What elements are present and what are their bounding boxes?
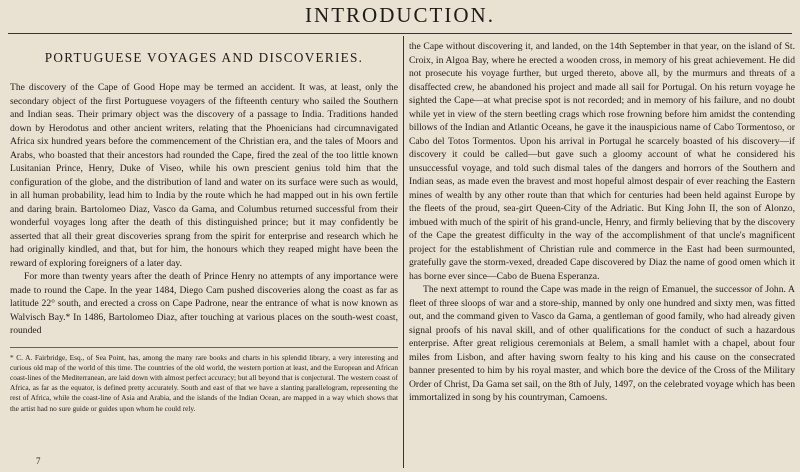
footnote-rule bbox=[10, 347, 398, 348]
right-paragraph-1: the Cape without discovering it, and landed, on the 14th September in that year, on the island of St. Croix, in Algoa Bay, where he erected a wooden cross, in memory of his great achievement. He did not prosecute his voyage further, but urged thereto, above all, by the murmurs and threats of a disaffected crew, he abandoned his project and made all sail for Portugal. On his return voyage he sighted the Cape—at what precise spot is not recorded; and in memory of his failure, and no doubt while yet in view of the stern beetling crags which rose frowning before him amidst the contending billows of the Indian and Atlantic Oceans, he gave it the inauspicious name of Cabo Tormentoso, or Cabo del Totos Tormentos. Upon his arrival in Portugal he scarcely boasted of his discovery—if discovery it could be called—but gave such a gloomy account of what he considered his unsuccessful voyage, and told such dismal tales of the dangers and horrors of the Southern and Indian seas, as made even the bravest and most hopeful almost despair of ever reaching the Eastern mines of wealth by any other route than that which for centuries had been held against Europe by the fleets of the proud, sea-girt Queen-City of the Adriatic. But King John II, the son of Alonzo, imbued with much of the spirit of his grand-uncle, Henry, and firmly believing that by the discovery of the Cape the greatest difficulty in the way of the accomplishment of that uncle's magnificent project for the establishment of Christian rule and commerce in the East had been surmounted, gratefully gave the storm-vexed, dreaded Cape discovered by Diaz the name of good omen which it has borne ever since—Cabo de Buena Esperanza. bbox=[409, 41, 795, 282]
section-title: PORTUGUESE VOYAGES AND DISCOVERIES. bbox=[44, 50, 364, 65]
column-divider bbox=[403, 36, 404, 468]
footnote: * C. A. Fairbridge, Esq., of Sea Point, has, among the many rare books and charts in his splendid library, a very interesting and curious old map of the world of this time. The countries of the old world, the western portion at least, and the European and African coast-lines of the Mediterranean, are laid down with almost perfect accuracy; but all beyond that is conjectural. The western coast of Africa, as far as the equator, is defined pretty accurately. South and east of that we have a slanting parallelogram, representing the rest of Africa, while the coast-line of Asia and Arabia, and the islands of the Indian Ocean, are mapped in a way which shows that the artist had no sure guide or guides upon whom he could rely. bbox=[10, 352, 398, 413]
header-rule bbox=[8, 33, 792, 34]
page-header: INTRODUCTION. bbox=[305, 3, 495, 27]
page-number: 7 bbox=[36, 456, 41, 466]
left-paragraph-2: For more than twenty years after the death of Prince Henry no attempts of any importance were made to round the Cape. In the year 1484, Diego Cam pushed discoveries along the coast as far as latitude 22° south, and erected a cross on Cape Padrone, near the entrance of what is now known as Walvisch Bay.* In 1486, Bartolomeo Diaz, after touching at various places on the south-west coast, rounded bbox=[10, 271, 398, 336]
right-paragraph-2: The next attempt to round the Cape was made in the reign of Emanuel, the successor of John. A fleet of three sloops of war and a store-ship, manned by only one hundred and sixty men, was fitted out, and the command given to Vasco da Gama, a gentleman of good family, who had already given signal proofs of his naval skill, and of other qualifications for the conduct of such a hazardous enterprise. After great religious ceremonials at Belem, a small hamlet with a chapel, about four miles from Lisbon, and after having sworn fealty to his king and his cause on the consecrated banner presented to him by his royal master, and which bore the device of the Cross of the Military Order of Christ, Da Gama set sail, on the 8th of July, 1497, on the celebrated voyage which has been immortalized in song by his countryman, Camoens. bbox=[409, 284, 795, 403]
left-column bbox=[10, 40, 398, 414]
right-column bbox=[409, 40, 795, 405]
left-paragraph-1: The discovery of the Cape of Good Hope may be termed an accident. It was, at least, only the secondary object of the first Portuguese voyagers of the fifteenth century who sailed the Southern and Indian seas. Their primary object was the discovery of a passage to India. Traditions handed down by Herodotus and other ancient writers, relating that the Phoenicians had circumnavigated Africa six hundred years before the commencement of the Christian era, and the tales of Moors and Arabs, who boasted that their ancestors had rounded the Cape, fired the zeal of the too little known Lusitanian Prince, Henry, Duke of Viseo, while his own prescient genius told him that the configuration of the globe, and the distribution of land and water on its surface were such as would, in all human probability, lead him to India by the route which he had mapped out in his own fertile and daring brain. Bartolomeo Diaz, Vasco da Gama, and Columbus returned successful from their wonderful voyages long after the death of this distinguished prince; but it may confidently be asserted that all their great discoveries sprang from the spirit for enterprise and research which he had originally kindled, and that, but for him, the honours which they reaped might have been the reward of exploring foreigners of a later day. bbox=[10, 82, 398, 269]
